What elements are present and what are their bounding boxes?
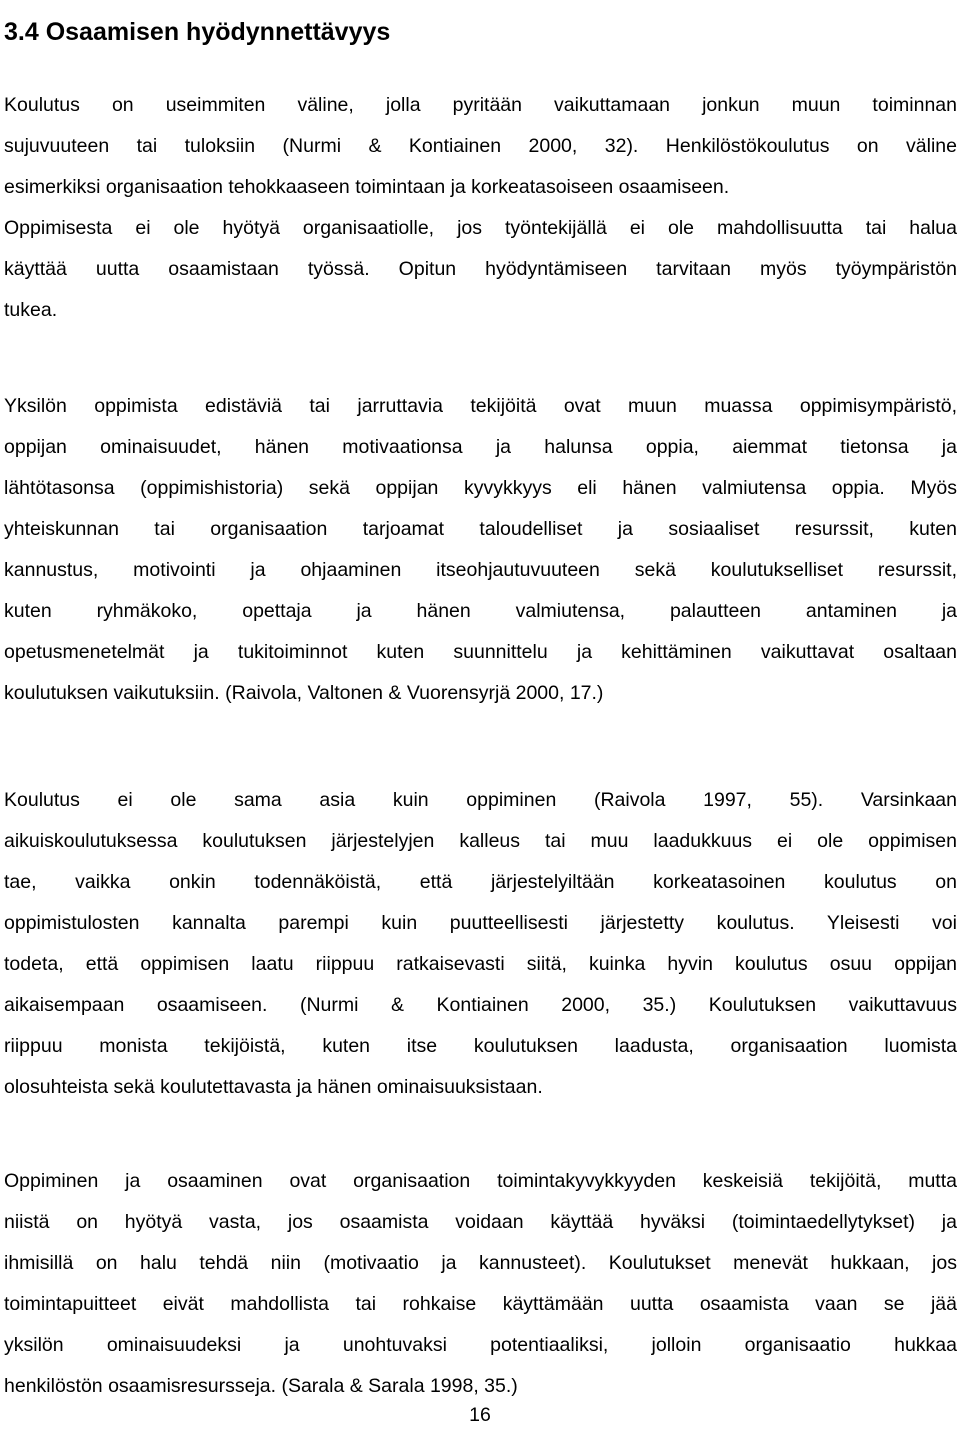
paragraph-1 xyxy=(4,85,957,331)
text-line: koulutuksen vaikutuksiin. (Raivola, Valtonen & Vuorensyrjä 2000, 17.) xyxy=(4,682,604,704)
text-line: riippuu monista tekijöistä, kuten itse koulutuksen laadusta, organisaation luomista xyxy=(4,1035,957,1057)
text-line: sujuvuuteen tai tuloksiin (Nurmi & Kontiainen 2000, 32). Henkilöstökoulutus on väline xyxy=(4,135,957,157)
text-line: Oppimisesta ei ole hyötyä organisaatiolle, jos työntekijällä ei ole mahdollisuutta tai halua xyxy=(4,217,957,239)
text-line: todeta, että oppimisen laatu riippuu ratkaisevasti siitä, kuinka hyvin koulutus osuu oppijan xyxy=(4,953,957,975)
text-line: yksilön ominaisuudeksi ja unohtuvaksi potentiaaliksi, jolloin organisaatio hukkaa xyxy=(4,1334,957,1356)
text-line: esimerkiksi organisaation tehokkaaseen toimintaan ja korkeatasoiseen osaamiseen. xyxy=(4,176,730,198)
text-line: ihmisillä on halu tehdä niin (motivaatio ja kannusteet). Koulutukset menevät hukkaan, jos xyxy=(4,1252,957,1274)
text-line: tae, vaikka onkin todennäköistä, että järjestelyiltään korkeatasoinen koulutus on xyxy=(4,871,957,893)
text-line: Koulutus ei ole sama asia kuin oppiminen (Raivola 1997, 55). Varsinkaan xyxy=(4,789,957,811)
text-line: Yksilön oppimista edistäviä tai jarruttavia tekijöitä ovat muun muassa oppimisympäristö, xyxy=(4,395,957,417)
text-line: opetusmenetelmät ja tukitoiminnot kuten suunnittelu ja kehittäminen vaikuttavat osaltaan xyxy=(4,641,957,663)
text-line: aikuiskoulutuksessa koulutuksen järjestelyjen kalleus tai muu laadukkuus ei ole oppimisen xyxy=(4,830,957,852)
text-line: yhteiskunnan tai organisaation tarjoamat taloudelliset ja sosiaaliset resurssit, kuten xyxy=(4,518,957,540)
text-line: käyttää uutta osaamistaan työssä. Opitun hyödyntämiseen tarvitaan myös työympäristön xyxy=(4,258,957,280)
text-line: toimintapuitteet eivät mahdollista tai rohkaise käyttämään uutta osaamista vaan se jää xyxy=(4,1293,957,1315)
text-line: aikaisempaan osaamiseen. (Nurmi & Kontiainen 2000, 35.) Koulutuksen vaikuttavuus xyxy=(4,994,957,1016)
text-line: lähtötasonsa (oppimishistoria) sekä oppijan kyvykkyys eli hänen valmiutensa oppia. Myös xyxy=(4,477,957,499)
text-line: Koulutus on useimmiten väline, jolla pyritään vaikuttamaan jonkun muun toiminnan xyxy=(4,94,957,116)
text-line: henkilöstön osaamisresursseja. (Sarala & Sarala 1998, 35.) xyxy=(4,1375,518,1397)
paragraph-4 xyxy=(4,1161,957,1407)
paragraph-2 xyxy=(4,386,957,714)
text-line: olosuhteista sekä koulutettavasta ja hänen ominaisuuksistaan. xyxy=(4,1076,543,1098)
page-number: 16 xyxy=(469,1404,491,1426)
text-line: Oppiminen ja osaaminen ovat organisaation toimintakyvykkyyden keskeisiä tekijöitä, mutta xyxy=(4,1170,957,1192)
text-line: kannustus, motivointi ja ohjaaminen itseohjautuvuuteen sekä koulutukselliset resurssit, xyxy=(4,559,957,581)
text-line: niistä on hyötyä vasta, jos osaamista voidaan käyttää hyväksi (toimintaedellytykset) ja xyxy=(4,1211,957,1233)
paragraph-3 xyxy=(4,780,957,1108)
text-line: kuten ryhmäkoko, opettaja ja hänen valmiutensa, palautteen antaminen ja xyxy=(4,600,957,622)
section-heading: 3.4 Osaamisen hyödynnettävyys xyxy=(4,17,391,46)
text-line: oppimistulosten kannalta parempi kuin puutteellisesti järjestetty koulutus. Yleisesti voi xyxy=(4,912,957,934)
text-line: oppijan ominaisuudet, hänen motivaationsa ja halunsa oppia, aiemmat tietonsa ja xyxy=(4,436,957,458)
text-line: tukea. xyxy=(4,299,58,321)
